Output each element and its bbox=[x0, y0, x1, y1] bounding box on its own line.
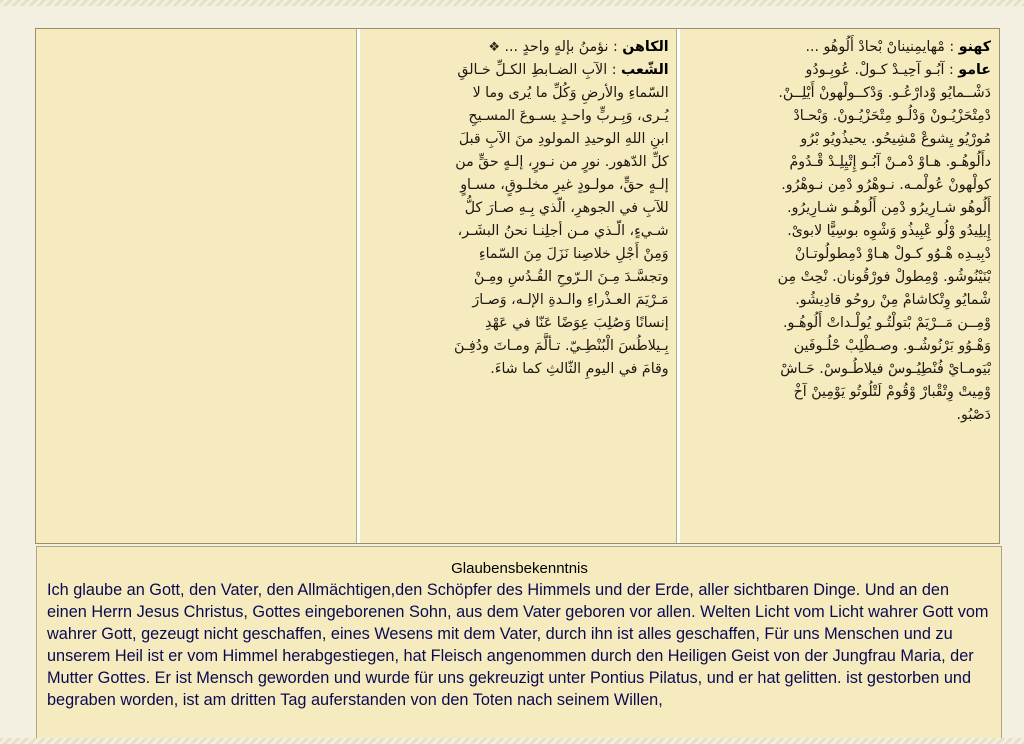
text-line bbox=[688, 404, 991, 427]
line-text: دْبِيـدِه هْـوُو كـولْ هـاوْ دْمِطولُوتـانْ bbox=[794, 246, 991, 262]
syriac-creed-cell bbox=[677, 29, 999, 543]
syriac-creed-text bbox=[688, 36, 991, 427]
line-text: يُـرى، وَبِـربٍّ واحـدٍ يسـوعَ المسـيحِ bbox=[468, 108, 669, 124]
text-line bbox=[368, 358, 668, 381]
empty-cell bbox=[36, 29, 357, 543]
text-line bbox=[368, 312, 668, 335]
text-line bbox=[368, 151, 668, 174]
line-text: إلـهٍ حقٍّ، مولـودٍ غيرِ مخلـوقٍ، مسـاوٍ bbox=[460, 177, 669, 193]
text-line bbox=[368, 105, 668, 128]
line-text: كلِّ الدّهور. نورٍ من نـورٍ، إلـهٍ حقٍّ من bbox=[455, 154, 669, 170]
line-text: دَصْبُو. bbox=[956, 407, 991, 423]
line-text: بْنَيْنُوشُو. وْمِطولْ فورْقُونان. نْحِتْ مِن bbox=[777, 269, 991, 285]
text-line bbox=[368, 197, 668, 220]
line-text: دأَلُوهُـو. هـاوْ دْمـنْ آبُـو إِتْيِلِـدْ قْـدُومْ bbox=[789, 154, 991, 170]
text-line bbox=[368, 266, 668, 289]
arabic-creed-cell bbox=[357, 29, 676, 543]
text-line bbox=[688, 289, 991, 312]
speaker-label: الكاهن bbox=[622, 39, 669, 55]
top-decorative-stripe bbox=[0, 0, 1024, 6]
text-line bbox=[368, 220, 668, 243]
line-text: مُورْيُو يِشوعْ مْشِيحُو. يحيذُويُو بْرُو bbox=[800, 131, 991, 147]
text-line bbox=[368, 59, 668, 82]
line-text: ابنِ اللهِ الوحيدِ المولودِ منَ الآبِ قبلَ bbox=[458, 131, 669, 147]
line-text: وْمِيتْ وِتْقْبارْ وْقُومْ لَتْلُوتُو يَوْمِينْ آخْ bbox=[793, 384, 991, 400]
line-text: وَهْـوُو بَرْنُوشُـو. وصـطْلِبْ حْلُـوفَين bbox=[793, 338, 991, 354]
line-text: إِيلِيدُو وْلُو عْبِيذُو وَشْوِه بوسِيًّا لابوىْ. bbox=[787, 223, 991, 239]
line-text: وقامَ في اليومِ الثّالثِ كما شاءَ. bbox=[490, 361, 669, 377]
german-translation-box bbox=[36, 546, 1002, 744]
text-line bbox=[368, 335, 668, 358]
text-line bbox=[688, 358, 991, 381]
speaker-label: الشّعب bbox=[621, 62, 669, 78]
line-text: بِـيلاطُسَ الْبُنْطِـيّ. تـألَّمَ ومـاتَ ودُفِـنَ bbox=[454, 338, 669, 354]
line-text: وتجسَّـدَ مِـنَ الـرّوحِ القُـدُسِ ومِـنْ bbox=[473, 269, 669, 285]
text-line bbox=[688, 197, 991, 220]
text-line bbox=[688, 266, 991, 289]
text-line bbox=[688, 36, 991, 59]
text-line bbox=[688, 381, 991, 404]
line-text: : آبُـو آحِيـدْ كـولْ. عُوبِـودُو bbox=[805, 62, 954, 78]
text-line bbox=[688, 105, 991, 128]
line-text: : مْهايمِنيناںْ بْحادْ أَلُوهُو ... bbox=[805, 39, 955, 55]
line-text: شْمايُو وِتْكاشامْ مِنْ روحُو قادِيشُو. bbox=[795, 292, 991, 308]
diamond-bullet-icon: ❖ bbox=[488, 40, 500, 55]
line-text: أَلُوهُو شـارِيرُو دْمِن أَلُوهُـو شـارِيرُو. bbox=[787, 200, 991, 216]
line-text: للآبِ في الجوهرِ، الّذي بِـهِ صـارَ كلُّ bbox=[464, 200, 669, 216]
line-text: كولْهونْ عُولْمـه. نـوهْرُو دْمِن نـوهْرُو. bbox=[781, 177, 991, 193]
text-line bbox=[688, 151, 991, 174]
line-text: : نؤمنُ بإلهٍ واحدٍ ... bbox=[504, 39, 618, 55]
text-line bbox=[688, 312, 991, 335]
text-line bbox=[368, 82, 668, 105]
bottom-decorative-stripe bbox=[0, 738, 1024, 744]
text-line bbox=[688, 174, 991, 197]
speaker-label: عامو bbox=[958, 62, 991, 78]
line-text: دَشْــمايُو وْدارْعُـو. وَدْكــولْهونْ أَيْلِــنْ. bbox=[778, 85, 991, 101]
text-line bbox=[368, 36, 668, 59]
german-title: Glaubensbekenntnis bbox=[451, 560, 588, 577]
line-text: السّماءِ والأرضِ وَكُلِّ ما يُرى وما لا bbox=[472, 85, 669, 101]
speaker-label: كهنو bbox=[958, 39, 991, 55]
text-line bbox=[688, 128, 991, 151]
arabic-creed-text bbox=[368, 36, 668, 381]
line-text: : الآبِ الضـابطِ الكـلِّ خـالقِ bbox=[457, 62, 617, 78]
text-line bbox=[688, 59, 991, 82]
line-text: دْمِتْحَزْيُـونْ وَدْلُـو مِتْحَزْيُـونْ. وَبْحـادْ bbox=[793, 108, 991, 124]
text-line bbox=[368, 128, 668, 151]
creed-table bbox=[35, 28, 1000, 544]
text-line bbox=[688, 220, 991, 243]
text-line bbox=[688, 335, 991, 358]
line-text: مَـرْيَمَ العـذْراءِ والـدةِ الإلـه، وَصـارَ bbox=[472, 292, 669, 308]
text-line bbox=[368, 174, 668, 197]
line-text: وَمِنْ أَجْلِ خلاصِنا نَزَلَ مِنَ السّماءِ bbox=[478, 246, 669, 262]
text-line bbox=[688, 82, 991, 105]
text-line bbox=[368, 243, 668, 266]
line-text: بْيَومـايْ فُنْطِيُـوسْ فيلاطُـوسْ. حَـاشْ bbox=[780, 361, 991, 377]
line-text: إنسانًا وَصُلِبَ عِوَضًا عَنّا في عَهْدِ bbox=[485, 315, 669, 331]
line-text: شـيءٍ، الّـذي مـن أجلِنـا نحنُ البشَـر، bbox=[457, 223, 669, 239]
german-body: Ich glaube an Gott, den Vater, den Allmächtigen,den Schöpfer des Himmels und der Erde, aller sichtbaren Dinge. Und an den einen Herrn Jesus Christus, Gottes eingeborenen Sohn, aus dem Vater geboren vor allen. Welten Licht vom Licht wahrer Gott vom wahrer Gott, gezeugt nicht geschaffen, eines Wesens mit dem Vater, durch ihn ist alles geschaffen, Für uns Menschen und zu unserem Heil ist er vom Himmel herabgestiegen, hat Fleisch angenommen durch den Heiligen Geist von der Jungfrau Maria, der Mutter Gottes. Er ist Mensch geworden und wurde für uns gekreuzigt unter Pontius Pilatus, und er hat gelitten. ist gestorben und begraben worden, ist am dritten Tag auferstanden von den Toten nach seinem Willen, bbox=[47, 581, 989, 709]
line-text: وْمِــن مَــرْيَمْ بْتولْتُـو يُولْـداتْ أَلُوهُـو. bbox=[783, 315, 991, 331]
text-line bbox=[368, 289, 668, 312]
text-line bbox=[688, 243, 991, 266]
